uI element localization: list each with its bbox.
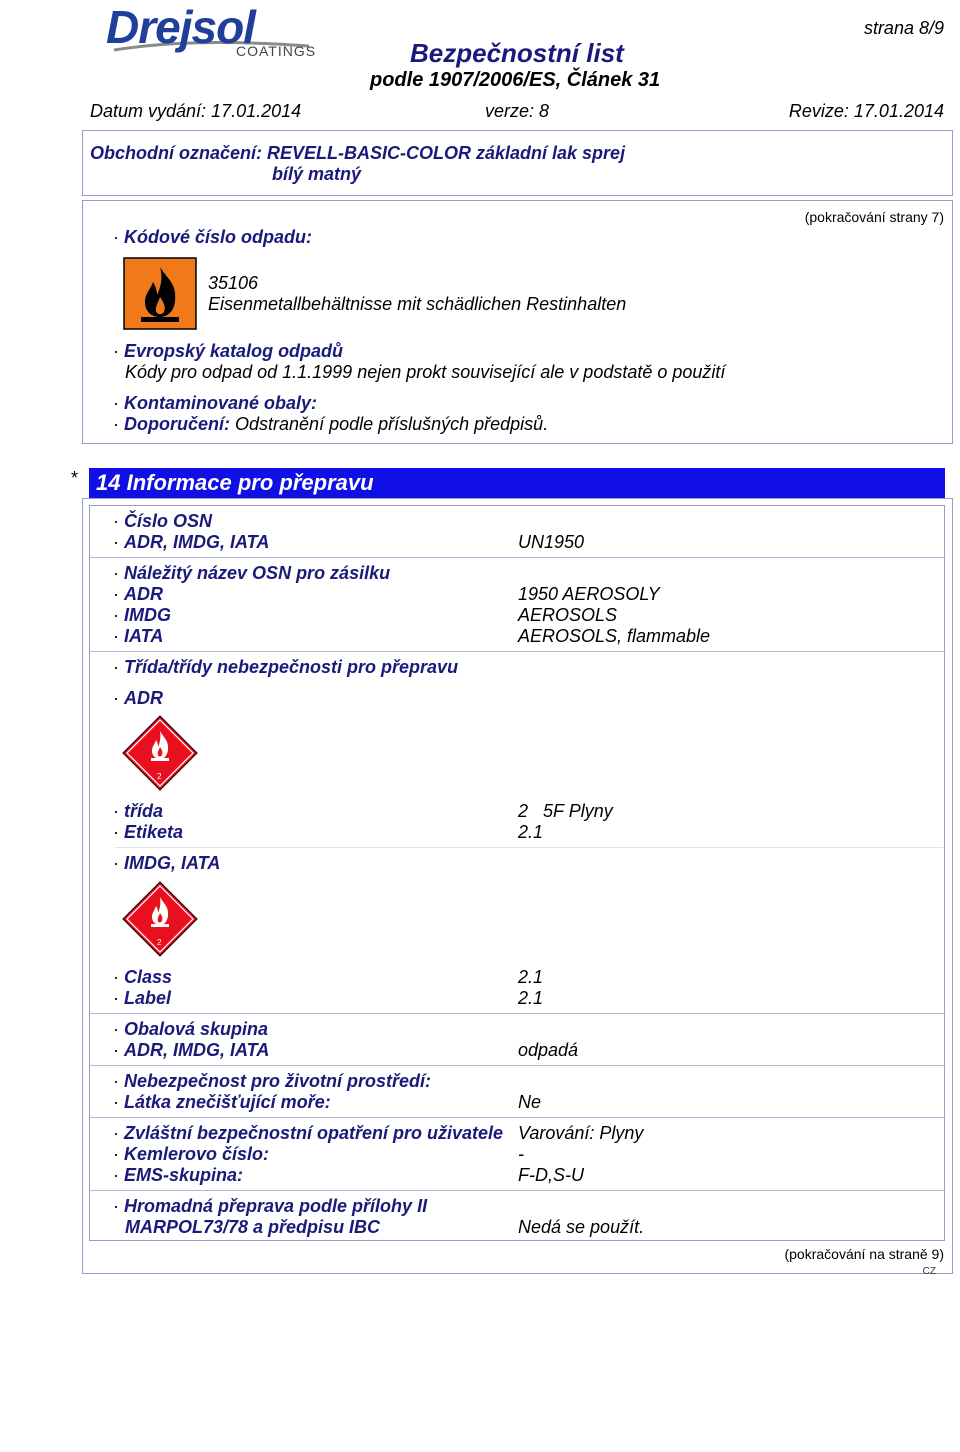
trida-value: 2 5F Plyny	[518, 801, 613, 821]
etiketa-value: 2.1	[518, 822, 544, 842]
divider	[89, 1190, 945, 1191]
divider	[89, 1117, 945, 1118]
product-name-line1: Obchodní označení: REVELL-BASIC-COLOR základní lak sprej	[90, 143, 626, 163]
iata-shipping-name: AEROSOLS, flammable	[518, 626, 711, 646]
marine-pollutant-value: Ne	[518, 1092, 542, 1112]
packing-group-label: · Obalová skupina	[113, 1019, 269, 1039]
label-value: 2.1	[518, 988, 544, 1008]
country-code: CZ	[922, 1266, 936, 1277]
kemler-label: · Kemlerovo číslo:	[113, 1144, 270, 1164]
adr-label: · ADR	[113, 584, 163, 604]
logo-main: Drejsol	[106, 1, 255, 53]
packing-group-modes: · ADR, IMDG, IATA	[113, 1040, 270, 1060]
eu-catalog-label: · Evropský katalog odpadů	[113, 341, 344, 361]
issue-date: Datum vydání: 17.01.2014	[90, 101, 302, 121]
eu-catalog-text: Kódy pro odpad od 1.1.1999 nejen prokt související ale v podstatě o použití	[125, 362, 726, 382]
flammable-gas-placard-icon	[122, 881, 198, 957]
marine-pollutant-label: · Látka znečišťující moře:	[113, 1092, 331, 1112]
waste-description: Eisenmetallbehältnisse mit schädlichen Restinhalten	[208, 294, 627, 314]
divider	[89, 651, 945, 652]
company-logo	[104, 2, 324, 66]
revision-star: *	[71, 468, 79, 488]
version: verze: 8	[485, 101, 550, 121]
packing-group-value: odpadá	[518, 1040, 579, 1060]
waste-code-label: · Kódové číslo odpadu:	[113, 227, 313, 247]
product-name-line2: bílý matný	[272, 164, 362, 184]
special-precautions-label: · Zvláštní bezpečnostní opatření pro uživatele	[113, 1123, 504, 1143]
document-subtitle: podle 1907/2006/ES, Článek 31	[370, 69, 661, 91]
env-hazard-label: · Nebezpečnost pro životní prostředí:	[113, 1071, 432, 1091]
revision-date: Revize: 17.01.2014	[788, 101, 944, 121]
divider	[89, 1065, 945, 1066]
bulk-transport-label-line2: MARPOL73/78 a předpisu IBC	[125, 1217, 381, 1237]
class-label: · Class	[113, 967, 173, 987]
divider	[89, 1013, 945, 1014]
label-label: · Label	[113, 988, 172, 1008]
special-precautions-value: Varování: Plyny	[518, 1123, 644, 1143]
waste-code: 35106	[208, 273, 259, 293]
flame-icon	[123, 257, 197, 330]
class-value: 2.1	[518, 967, 544, 987]
divider	[115, 847, 943, 848]
divider	[89, 557, 945, 558]
adr-heading: · ADR	[113, 688, 163, 708]
imdg-shipping-name: AEROSOLS	[518, 605, 618, 625]
iata-label: · IATA	[113, 626, 164, 646]
recommendation-row: · Doporučení: Odstranění podle příslušných předpisů.	[113, 414, 549, 434]
trida-label: · třída	[113, 801, 164, 821]
adr-shipping-name: 1950 AEROSOLY	[518, 584, 660, 604]
shipping-name-label: · Náležitý název OSN pro zásilku	[113, 563, 391, 583]
imdg-label: · IMDG	[113, 605, 171, 625]
ems-value: F-D,S-U	[518, 1165, 584, 1185]
section-14-title: 14 Informace pro přepravu	[96, 470, 374, 495]
hazard-class-label: · Třída/třídy nebezpečnosti pro přepravu	[113, 657, 459, 677]
imdg-iata-heading: · IMDG, IATA	[113, 853, 221, 873]
un-number-label: · Číslo OSN	[113, 511, 213, 531]
document-title: Bezpečnostní list	[410, 38, 624, 68]
un-number-modes: · ADR, IMDG, IATA	[113, 532, 270, 552]
flammable-gas-placard-icon	[122, 715, 198, 791]
bulk-transport-value: Nedá se použít.	[518, 1217, 645, 1237]
placard-number: 2	[157, 938, 162, 947]
etiketa-label: · Etiketa	[113, 822, 184, 842]
contaminated-packaging-label: · Kontaminované obaly:	[113, 393, 318, 413]
un-number-value: UN1950	[518, 532, 585, 552]
page-number: strana 8/9	[863, 18, 944, 38]
placard-number: 2	[157, 772, 162, 781]
logo-sub: COATINGS	[236, 43, 317, 59]
ems-label: · EMS-skupina:	[113, 1165, 244, 1185]
continued-next: (pokračování na straně 9)	[784, 1246, 944, 1262]
continued-from: (pokračování strany 7)	[804, 209, 944, 225]
bulk-transport-label: · Hromadná přeprava podle přílohy II	[113, 1196, 428, 1216]
kemler-value: -	[518, 1144, 524, 1164]
